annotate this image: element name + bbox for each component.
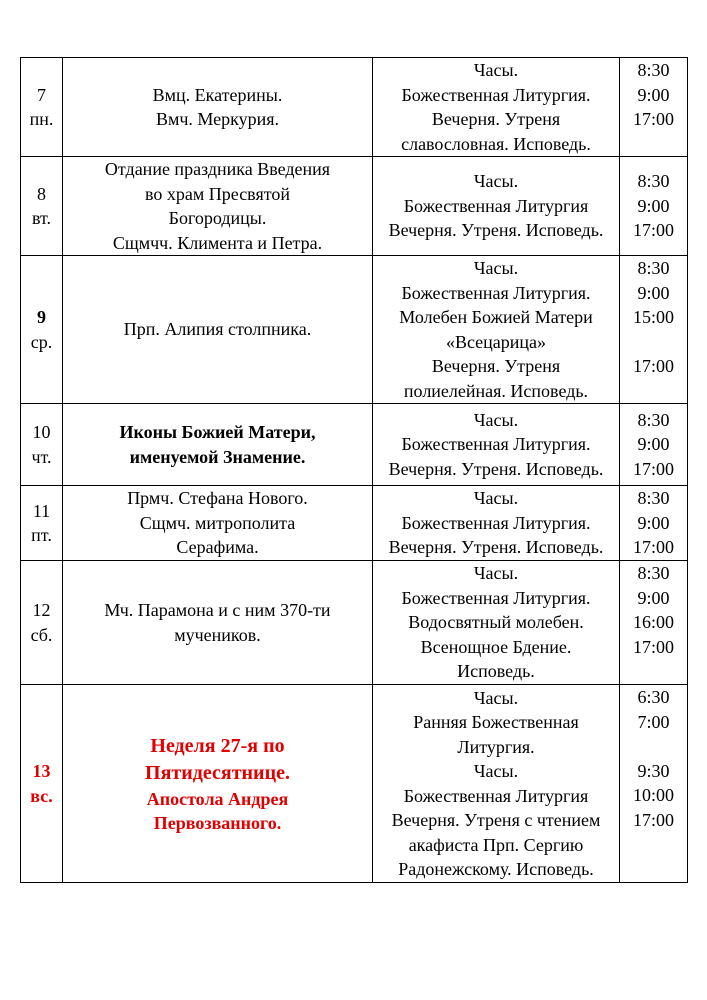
day-name: чт. (31, 446, 52, 467)
day-name: сб. (30, 624, 53, 645)
day-name: вс. (30, 785, 53, 806)
time-value: 8:30 (637, 563, 670, 584)
feast-cell (63, 561, 373, 685)
services-cell (373, 58, 620, 157)
feast-line: Сщмчч. Климента и Петра. (112, 232, 323, 253)
time-value: 9:00 (637, 434, 670, 455)
day-number: 12 (32, 600, 51, 620)
feast-line: Отдание праздника Введения (104, 159, 331, 179)
time-value: 10:00 (632, 785, 674, 805)
service-line: Водосвятный молебен. (408, 612, 584, 633)
feast-cell (63, 58, 373, 157)
times-cell (620, 256, 688, 404)
feast-cell (63, 486, 373, 561)
service-line: Божественная Литургия. (401, 282, 591, 303)
schedule-row (21, 486, 688, 561)
time-value: 17:00 (632, 220, 674, 241)
schedule-row (21, 561, 688, 685)
feast-subline: Апостола Андрея (146, 788, 289, 809)
time-value: 8:30 (637, 409, 670, 430)
times-cell (620, 404, 688, 486)
feast-line: Неделя 27-я по (150, 734, 285, 757)
day-number: 7 (37, 84, 46, 105)
time-value: 8:30 (637, 258, 670, 278)
service-line: Божественная Литургия (403, 785, 589, 806)
service-line: Часы. (473, 171, 519, 192)
time-value: 17:00 (632, 356, 674, 376)
day-cell (21, 561, 63, 685)
schedule-row (21, 58, 688, 157)
day-name: вт. (31, 208, 52, 228)
service-line: Божественная Литургия. (401, 512, 591, 533)
feast-line: Прп. Алипия столпника. (123, 319, 312, 340)
time-value: 9:00 (637, 282, 670, 303)
service-line: полиелейная. Исповедь. (403, 380, 589, 401)
day-cell (21, 256, 63, 404)
time-value: 16:00 (632, 612, 674, 633)
time-value (620, 379, 687, 404)
services-cell (373, 685, 620, 883)
service-line: Молебен Божией Матери (399, 307, 593, 327)
feast-cell (63, 685, 373, 883)
time-value: 8:30 (637, 488, 670, 509)
time-value: 9:00 (637, 195, 670, 216)
feast-cell (63, 256, 373, 404)
service-line: Часы. (473, 563, 519, 584)
times-cell (620, 58, 688, 157)
feast-line: Серафима. (176, 537, 259, 558)
time-value: 17:00 (632, 109, 674, 129)
service-line: Вечерня. Утреня с чтением (391, 810, 601, 830)
feast-line: Сщмч. митрополита (139, 512, 296, 533)
time-value: 17:00 (632, 809, 674, 830)
service-line: Часы. (473, 60, 519, 80)
schedule-row (21, 157, 688, 256)
service-line: Часы. (473, 488, 519, 509)
day-cell (21, 58, 63, 157)
day-number: 8 (37, 183, 46, 204)
times-cell (620, 685, 688, 883)
time-value: 7:00 (637, 711, 670, 732)
time-value: 9:00 (637, 84, 670, 105)
service-line: Божественная Литургия. (401, 587, 591, 608)
feast-line: Пятидесятнице. (145, 761, 290, 784)
day-cell (21, 486, 63, 561)
day-cell (21, 157, 63, 256)
feast-line: Мч. Парамона и с ним 370-ти (104, 600, 331, 620)
services-cell (373, 404, 620, 486)
time-value: 17:00 (632, 537, 674, 558)
service-line: Часы. (473, 687, 519, 708)
time-value: 8:30 (637, 171, 670, 192)
time-value: 15:00 (632, 307, 674, 327)
feast-line: Прмч. Стефана Нового. (127, 488, 308, 509)
time-value: 17:00 (632, 458, 674, 479)
day-name: пт. (31, 525, 52, 545)
feast-cell (63, 157, 373, 256)
service-line: Вечерня. Утреня. Исповедь. (388, 537, 604, 558)
service-line: Вечерня. Утреня. Исповедь. (388, 220, 604, 241)
service-line: Часы. (473, 409, 519, 430)
service-line: Божественная Литургия (403, 195, 589, 216)
schedule-row (21, 256, 688, 404)
service-line: Вечерня. Утреня. Исповедь. (388, 458, 604, 479)
feast-line: Вмц. Екатерины. (152, 84, 283, 105)
day-number: 9 (37, 307, 46, 327)
feast-line: во храм Пресвятой (145, 183, 290, 204)
time-value: 9:00 (637, 587, 670, 608)
service-line: акафиста Прп. Сергию (408, 834, 584, 855)
time-value: 9:30 (637, 760, 670, 781)
time-value: 6:30 (637, 687, 670, 707)
service-line: Часы. (473, 258, 519, 278)
time-value (620, 734, 687, 759)
day-name: пн. (29, 109, 54, 129)
feast-line: именуемой Знамение. (129, 446, 306, 467)
time-value (620, 330, 687, 355)
service-line: Божественная Литургия. (401, 84, 591, 105)
feast-line: Иконы Божией Матери, (119, 422, 316, 442)
schedule-table (20, 57, 688, 883)
service-line: Исповедь. (457, 661, 535, 682)
service-line: «Всецарица» (445, 331, 547, 352)
services-cell (373, 157, 620, 256)
schedule-row (21, 404, 688, 486)
schedule-row (21, 685, 688, 883)
day-cell (21, 404, 63, 486)
service-line: Вечерня. Утреня (431, 109, 561, 129)
time-value: 9:00 (637, 512, 670, 533)
times-cell (620, 561, 688, 685)
service-line: Часы. (473, 761, 519, 781)
times-cell (620, 157, 688, 256)
time-value: 17:00 (632, 636, 674, 657)
day-number: 11 (32, 500, 51, 521)
feast-line: Богородицы. (168, 208, 267, 228)
service-line: Радонежскому. Исповедь. (398, 859, 594, 879)
service-line: Божественная Литургия. (401, 434, 591, 455)
service-line: славословная. Исповедь. (401, 133, 591, 154)
day-number: 13 (32, 761, 51, 781)
services-cell (373, 256, 620, 404)
feast-subline: Первозванного. (153, 812, 282, 833)
day-name: ср. (30, 331, 53, 352)
service-line: Всенощное Бдение. (420, 636, 572, 657)
times-cell (620, 486, 688, 561)
time-value (620, 659, 687, 684)
services-cell (373, 561, 620, 685)
service-line: Литургия. (457, 736, 535, 757)
day-number: 10 (32, 422, 51, 442)
service-line: Вечерня. Утреня (431, 356, 561, 376)
time-value: 8:30 (637, 60, 670, 80)
feast-cell (63, 404, 373, 486)
feast-line: мучеников. (174, 624, 261, 645)
feast-line: Вмч. Меркурия. (155, 109, 280, 129)
day-cell (21, 685, 63, 883)
services-cell (373, 486, 620, 561)
service-line: Ранняя Божественная (413, 712, 579, 732)
